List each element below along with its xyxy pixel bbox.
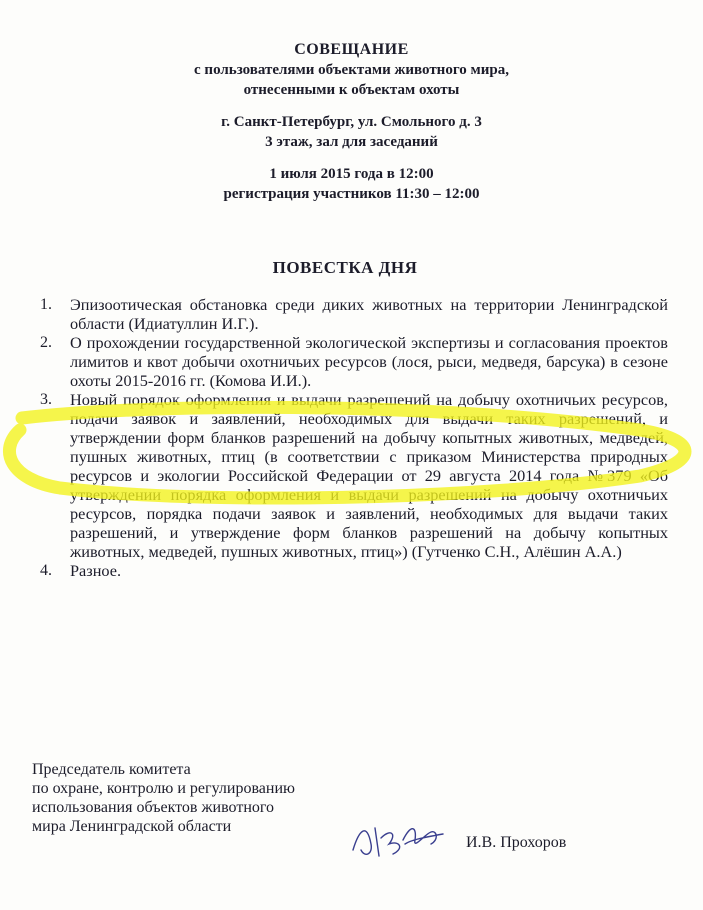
agenda-item <box>40 295 668 333</box>
signatory-position <box>32 760 372 836</box>
meeting-subtitle-line-1: с пользователями объектами животного мира, <box>194 62 509 78</box>
meeting-subtitle-line-2: отнесенными к объектам охоты <box>243 82 460 98</box>
agenda-list <box>40 295 668 580</box>
meeting-title: СОВЕЩАНИЕ <box>294 41 409 58</box>
agenda-item-text: Эпизоотическая обстановка среди диких животных на территории Ленинградской области (Идиатуллин И.Г.). <box>70 295 668 333</box>
agenda-title: ПОВЕСТКА ДНЯ <box>272 258 418 277</box>
signatory-name: И.В. Прохоров <box>466 834 567 851</box>
registration-time: регистрация участников 11:30 – 12:00 <box>223 186 480 202</box>
meeting-date: 1 июля 2015 года в 12:00 <box>269 166 434 182</box>
agenda-item-text: Новый порядок оформления и выдачи разрешений на добычу охотничьих ресурсов, подачи заявок и заявлений, необходимых для выдачи таких разрешений, и утверждении форм бланков разрешений на добычу копытных животных, медведей, пушных животных, птиц (в соответствии с приказом Министерства природных ресурсов и экологии Российской Федерации от 29 августа 2014 года №379 «Об утверждении порядка оформления и выдачи разрешений на добычу охотничьих ресурсов, порядка подачи заявок и заявлений, необходимых для выдачи таких разрешений, и утверждение форм бланков разрешений на добычу копытных животных, медведей, пушных животных, птиц») (Гутченко С.Н., Алёшин А.А.) <box>70 390 668 561</box>
address-line-2: 3 этаж, зал для заседаний <box>265 134 438 150</box>
agenda-item-text: Разное. <box>70 561 122 580</box>
agenda-item-number: 1. <box>40 296 52 313</box>
agenda-item-number: 4. <box>40 562 52 579</box>
handwritten-signature <box>345 810 455 870</box>
agenda-item-text: О прохождении государственной экологической экспертизы и согласования проектов лимитов и квот добычи охотничьих ресурсов (лося, рыси, медведя, барсука) в сезоне охоты 2015-2016 гг. (Комова И.И.). <box>70 333 668 390</box>
meeting-time <box>0 164 703 204</box>
position-line-4: мира Ленинградской области <box>32 818 232 835</box>
agenda-item <box>40 333 668 390</box>
position-line-3: использования объектов животного <box>32 799 275 816</box>
agenda-item <box>40 561 668 580</box>
address-line-1: г. Санкт-Петербург, ул. Смольного д. 3 <box>221 114 482 130</box>
meeting-header <box>0 40 703 100</box>
agenda-item-number: 3. <box>40 391 52 408</box>
meeting-location <box>0 112 703 152</box>
position-line-1: Председатель комитета <box>32 761 191 778</box>
agenda-item <box>40 390 668 561</box>
position-line-2: по охране, контролю и регулированию <box>32 780 295 797</box>
agenda-item-number: 2. <box>40 334 52 351</box>
